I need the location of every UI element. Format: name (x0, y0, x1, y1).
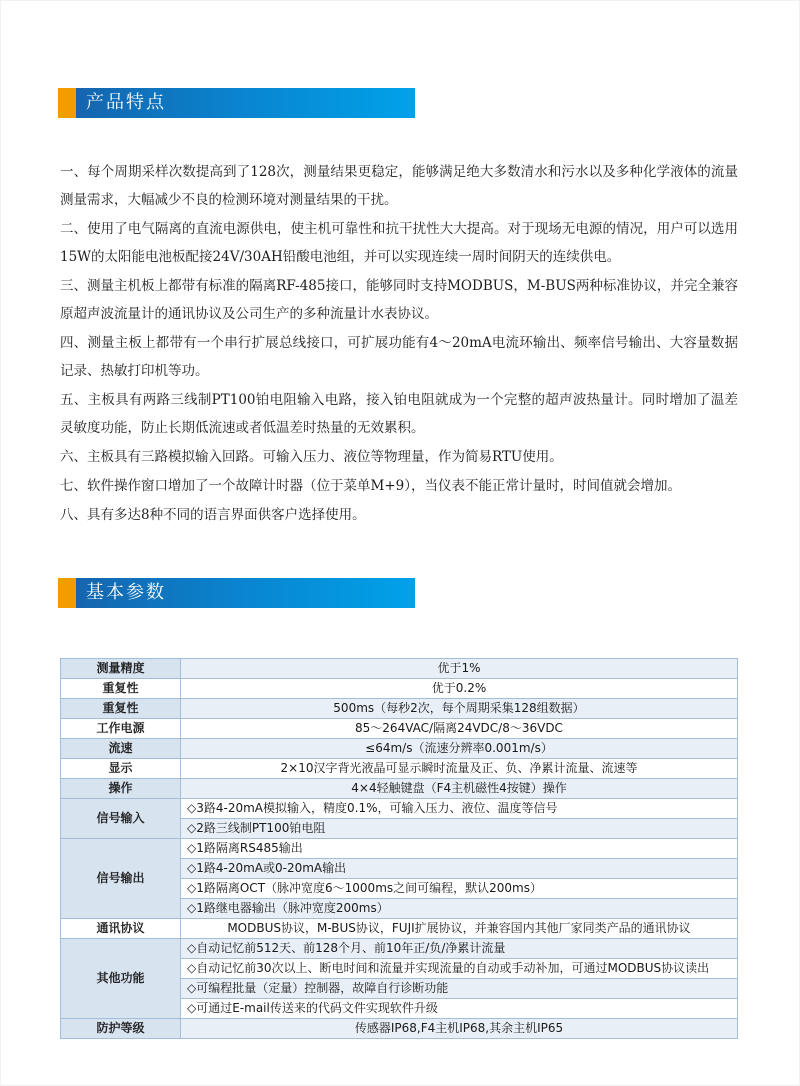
param-value: 500ms（每秒2次，每个周期采集128组数据） (181, 699, 738, 719)
param-label: 显示 (61, 759, 181, 779)
param-label: 通讯协议 (61, 919, 181, 939)
param-value: 85～264VAC/隔离24VDC/8～36VDC (181, 719, 738, 739)
param-value: ◇1路隔离RS485输出 (181, 839, 738, 859)
param-row (61, 739, 738, 759)
feature-item-2: 二、使用了电气隔离的直流电源供电，使主机可靠性和抗干扰性大大提高。对于现场无电源的情况，用户可以选用15W的太阳能电池板配接24V/30AH铅酸电池组，并可以实现连续一周时间阴天的连续供电。 (60, 221, 738, 265)
param-row (61, 659, 738, 679)
feature-item-8: 八、具有多达8种不同的语言界面供客户选择使用。 (60, 507, 366, 523)
param-label: 测量精度 (61, 659, 181, 679)
feature-item-6: 六、主板具有三路模拟输入回路。可输入压力、液位等物理量，作为简易RTU使用。 (60, 449, 563, 465)
param-value: ◇自动记忆前512天、前128个月、前10年正/负/净累计流量 (181, 939, 738, 959)
orange-accent-block (58, 88, 76, 118)
param-value: ◇2路三线制PT100铂电阻 (181, 819, 738, 839)
section-title-features: 产品特点 (76, 88, 415, 118)
param-value: 优于1% (181, 659, 738, 679)
param-label: 流速 (61, 739, 181, 759)
param-value: ◇3路4-20mA模拟输入，精度0.1%，可输入压力、液位、温度等信号 (181, 799, 738, 819)
param-value: ◇可编程批量（定量）控制器，故障自行诊断功能 (181, 979, 738, 999)
param-row (61, 759, 738, 779)
feature-item-7: 七、软件操作窗口增加了一个故障计时器（位于菜单M+9），当仪表不能正常计量时，时间值就会增加。 (60, 478, 681, 494)
param-value: ◇1路4-20mA或0-20mA输出 (181, 859, 738, 879)
param-label: 重复性 (61, 679, 181, 699)
param-label: 工作电源 (61, 719, 181, 739)
orange-accent-block (58, 578, 76, 608)
param-value: ◇可通过E-mail传送来的代码文件实现软件升级 (181, 999, 738, 1019)
param-label: 操作 (61, 779, 181, 799)
feature-item-4: 四、测量主板上都带有一个串行扩展总线接口，可扩展功能有4～20mA电流环输出、频率信号输出、大容量数据记录、热敏打印机等功。 (60, 335, 738, 379)
param-label: 其他功能 (61, 939, 181, 1019)
param-label: 信号输入 (61, 799, 181, 839)
feature-item-1: 一、每个周期采样次数提高到了128次，测量结果更稳定，能够满足绝大多数清水和污水以及多种化学液体的流量测量需求，大幅减少不良的检测环境对测量结果的干扰。 (60, 164, 738, 208)
param-value: 2×10汉字背光液晶可显示瞬时流量及正、负、净累计流量、流速等 (181, 759, 738, 779)
basic-parameters-table (60, 658, 738, 1039)
param-value: 传感器IP68,F4主机IP68,其余主机IP65 (181, 1019, 738, 1039)
param-value: 优于0.2% (181, 679, 738, 699)
feature-item-5: 五、主板具有两路三线制PT100铂电阻输入电路，接入铂电阻就成为一个完整的超声波热量计。同时增加了温差灵敏度功能，防止长期低流速或者低温差时热量的无效累积。 (60, 392, 738, 436)
param-row (61, 779, 738, 799)
param-row (61, 919, 738, 939)
param-value: MODBUS协议，M-BUS协议，FUJI扩展协议，并兼容国内其他厂家同类产品的通讯协议 (181, 919, 738, 939)
param-row (61, 719, 738, 739)
param-value: ◇1路继电器输出（脉冲宽度200ms） (181, 899, 738, 919)
param-row (61, 839, 738, 859)
param-row (61, 679, 738, 699)
param-row (61, 1019, 738, 1039)
param-label: 防护等级 (61, 1019, 181, 1039)
param-value: ≤64m/s（流速分辨率0.001m/s） (181, 739, 738, 759)
param-label: 信号输出 (61, 839, 181, 919)
param-row (61, 699, 738, 719)
param-value: 4×4轻触键盘（F4主机磁性4按键）操作 (181, 779, 738, 799)
param-value: ◇1路隔离OCT（脉冲宽度6～1000ms之间可编程，默认200ms） (181, 879, 738, 899)
param-row (61, 799, 738, 819)
param-row (61, 939, 738, 959)
feature-item-3: 三、测量主机板上都带有标准的隔离RF-485接口，能够同时支持MODBUS，M-BUS两种标准协议，并完全兼容原超声波流量计的通讯协议及公司生产的多种流量计水表协议。 (60, 278, 738, 322)
section-title-params: 基本参数 (76, 578, 415, 608)
section-header-features (58, 88, 415, 118)
feature-list (60, 158, 738, 530)
param-label: 重复性 (61, 699, 181, 719)
param-value: ◇自动记忆前30次以上、断电时间和流量并实现流量的自动或手动补加，可通过MODBUS协议读出 (181, 959, 738, 979)
section-header-params (58, 578, 415, 608)
